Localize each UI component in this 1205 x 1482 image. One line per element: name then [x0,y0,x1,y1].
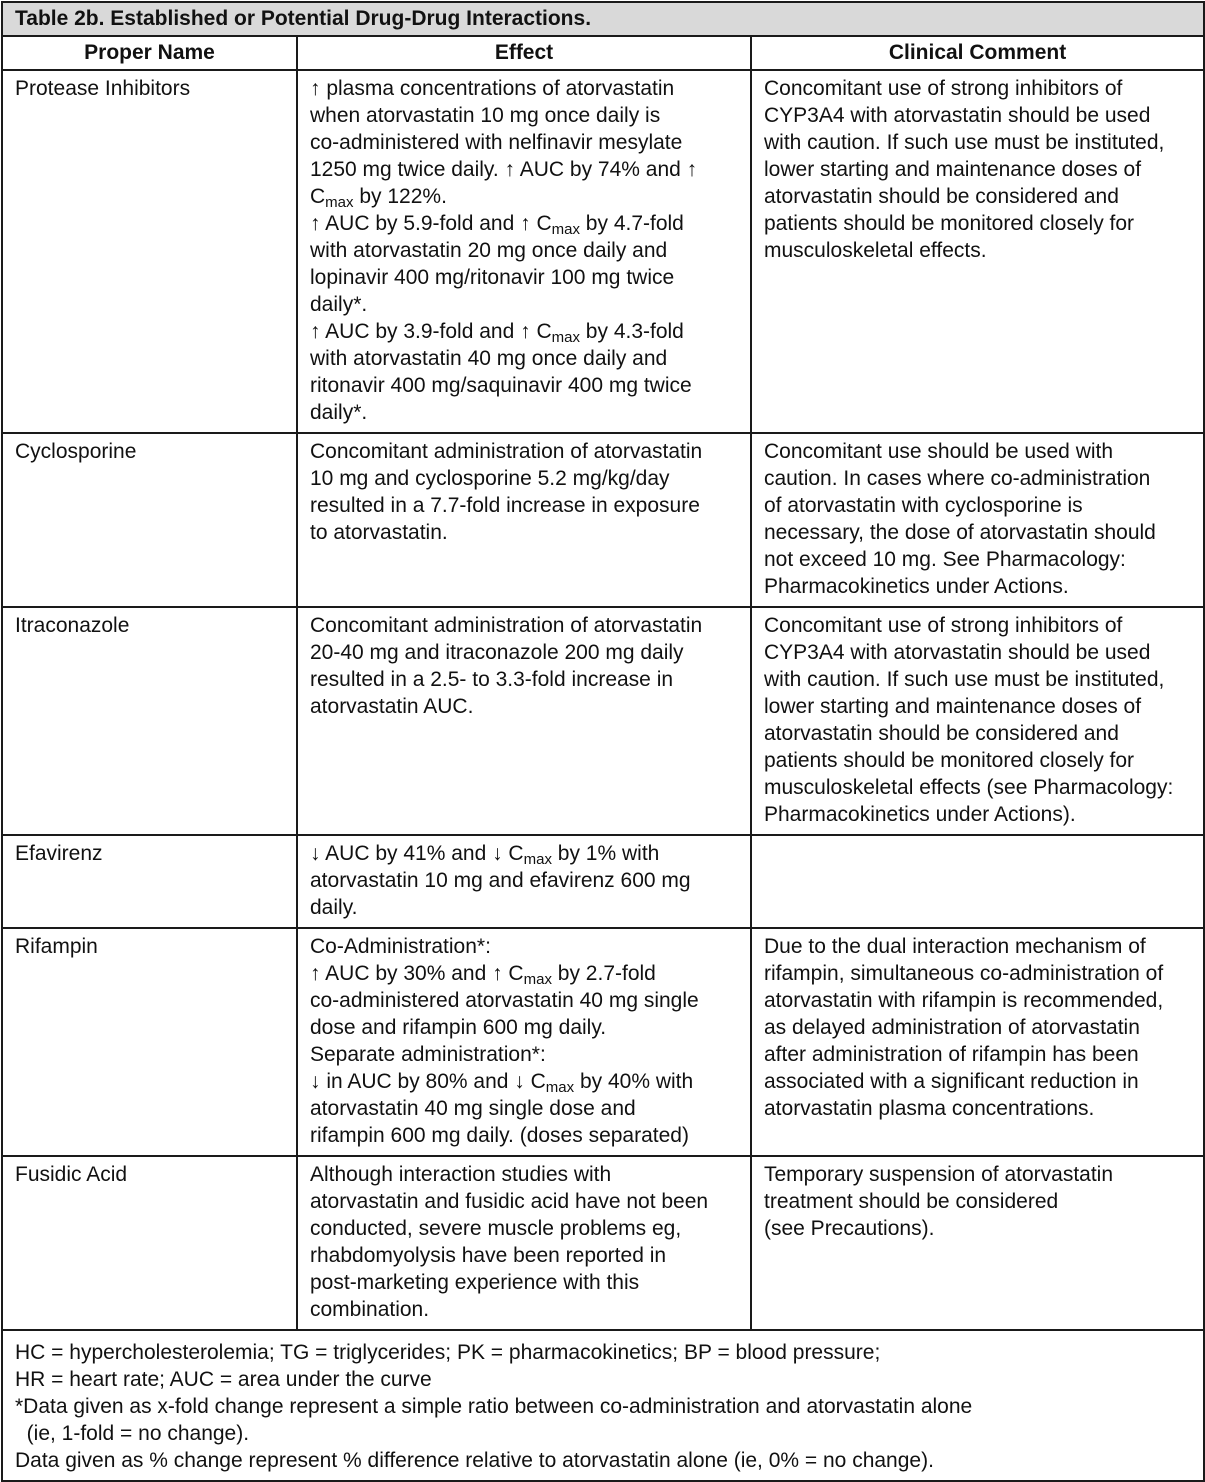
effect-line: daily*. [310,401,368,424]
comment-line: necessary, the dose of atorvastatin should [764,521,1156,544]
effect-line: Separate administration*: [310,1043,546,1066]
effect-cell [297,607,751,835]
effect-line: dose and rifampin 600 mg daily. [310,1016,607,1039]
comment-line: associated with a significant reduction in [764,1070,1139,1093]
proper-name-cell: Protease Inhibitors [2,70,297,433]
effect-line: co-administered atorvastatin 40 mg single [310,989,699,1012]
effect-line: co-administered with nelfinavir mesylate [310,131,683,154]
comment-line: Pharmacokinetics under Actions. [764,575,1069,598]
effect-line: resulted in a 2.5- to 3.3-fold increase in [310,668,674,691]
effect-line: Concomitant administration of atorvastatin [310,440,703,463]
comment-line: Concomitant use should be used with [764,440,1114,463]
comment-line: after administration of rifampin has been [764,1043,1139,1066]
table-row [2,70,1204,433]
effect-line: daily. [310,896,358,919]
effect-line: Concomitant administration of atorvastatin [310,614,703,637]
effect-line: with atorvastatin 40 mg once daily and [310,347,668,370]
table-row [2,433,1204,607]
effect-cell [297,835,751,928]
comment-line: treatment should be considered [764,1190,1059,1213]
proper-name-cell: Cyclosporine [2,433,297,607]
effect-line: ↓ AUC by 41% and ↓ $C_{max}$ by 1% with [310,842,660,868]
table-row [2,835,1204,928]
footnote-row [2,1330,1204,1481]
effect-line: rifampin 600 mg daily. (doses separated) [310,1124,689,1147]
effect-line: resulted in a 7.7-fold increase in exposure [310,494,700,517]
header-clinical-comment: Clinical Comment [751,36,1204,70]
comment-line: patients should be monitored closely for [764,749,1135,772]
effect-line: conducted, severe muscle problems eg, [310,1217,682,1240]
effect-line: 1250 mg twice daily. ↑ AUC by 74% and ↑ [310,158,698,181]
effect-line: Although interaction studies with [310,1163,612,1186]
effect-line: post-marketing experience with this [310,1271,640,1294]
comment-line: Temporary suspension of atorvastatin [764,1163,1114,1186]
comment-line: as delayed administration of atorvastatin [764,1016,1140,1039]
effect-line: ↓ in AUC by 80% and ↓ $C_{max}$ by 40% with [310,1070,694,1096]
clinical-comment-cell [751,433,1204,607]
effect-line: ↑ AUC by 3.9-fold and ↑ $C_{max}$ by 4.3-fold [310,320,684,346]
comment-line: musculoskeletal effects. [764,239,987,262]
footnotes [2,1330,1204,1481]
header-proper-name: Proper Name [2,36,297,70]
comment-line: rifampin, simultaneous co-administration of [764,962,1164,985]
effect-line: atorvastatin 40 mg single dose and [310,1097,636,1120]
proper-name-cell: Efavirenz [2,835,297,928]
header-row [2,36,1204,70]
table-row [2,1156,1204,1330]
effect-line: atorvastatin AUC. [310,695,474,718]
clinical-comment-cell [751,835,1204,928]
clinical-comment-cell [751,607,1204,835]
comment-line: with caution. If such use must be instituted, [764,668,1165,691]
effect-cell [297,928,751,1156]
footnote-line: HC = hypercholesterolemia; TG = triglycerides; PK = pharmacokinetics; BP = blood pressure; [15,1341,881,1364]
comment-line: atorvastatin should be considered and [764,185,1119,208]
effect-line: lopinavir 400 mg/ritonavir 100 mg twice [310,266,675,289]
effect-line: ↑ AUC by 5.9-fold and ↑ $C_{max}$ by 4.7-fold [310,212,684,238]
effect-line: ritonavir 400 mg/saquinavir 400 mg twice [310,374,692,397]
footnote-line: Data given as % change represent % difference relative to atorvastatin alone (ie, 0% = no change). [15,1449,934,1472]
effect-line: combination. [310,1298,430,1321]
effect-line: Co-Administration*: [310,935,491,958]
clinical-comment-cell [751,1156,1204,1330]
header-effect: Effect [297,36,751,70]
effect-line: when atorvastatin 10 mg once daily is [310,104,661,127]
clinical-comment-cell [751,70,1204,433]
effect-line: ↑ plasma concentrations of atorvastatin [310,77,675,100]
comment-line: of atorvastatin with cyclosporine is [764,494,1083,517]
effect-line: 10 mg and cyclosporine 5.2 mg/kg/day [310,467,670,490]
effect-line: $C_{max}$ by 122%. [310,185,447,211]
effect-line: atorvastatin 10 mg and efavirenz 600 mg [310,869,691,892]
comment-line: not exceed 10 mg. See Pharmacology: [764,548,1126,571]
effect-line: ↑ AUC by 30% and ↑ $C_{max}$ by 2.7-fold [310,962,656,988]
proper-name-cell: Fusidic Acid [2,1156,297,1330]
comment-line: (see Precautions). [764,1217,935,1240]
comment-line: Concomitant use of strong inhibitors of [764,77,1123,100]
effect-line: rhabdomyolysis have been reported in [310,1244,667,1267]
effect-cell [297,433,751,607]
comment-line: CYP3A4 with atorvastatin should be used [764,641,1151,664]
comment-line: atorvastatin plasma concentrations. [764,1097,1095,1120]
comment-line: CYP3A4 with atorvastatin should be used [764,104,1151,127]
comment-line: patients should be monitored closely for [764,212,1135,235]
comment-line: Pharmacokinetics under Actions). [764,803,1076,826]
comment-line: musculoskeletal effects (see Pharmacology: [764,776,1174,799]
table-title: Table 2b. Established or Potential Drug-Drug Interactions. [2,2,1204,36]
effect-cell [297,70,751,433]
footnote-line: (ie, 1-fold = no change). [15,1422,250,1445]
comment-line: caution. In cases where co-administration [764,467,1151,490]
effect-line: atorvastatin and fusidic acid have not been [310,1190,709,1213]
effect-line: daily*. [310,293,368,316]
comment-line: Due to the dual interaction mechanism of [764,935,1146,958]
table-row [2,928,1204,1156]
table-body [2,70,1204,1330]
clinical-comment-cell [751,928,1204,1156]
footnote-line: HR = heart rate; AUC = area under the curve [15,1368,432,1391]
comment-line: atorvastatin should be considered and [764,722,1119,745]
footnote-line: *Data given as x-fold change represent a simple ratio between co-administration and atorvastatin alone [15,1395,973,1418]
comment-line: Concomitant use of strong inhibitors of [764,614,1123,637]
proper-name-cell: Rifampin [2,928,297,1156]
effect-line: 20-40 mg and itraconazole 200 mg daily [310,641,684,664]
proper-name-cell: Itraconazole [2,607,297,835]
comment-line: with caution. If such use must be instituted, [764,131,1165,154]
comment-line: lower starting and maintenance doses of [764,158,1142,181]
comment-line: lower starting and maintenance doses of [764,695,1142,718]
effect-line: with atorvastatin 20 mg once daily and [310,239,668,262]
effect-cell [297,1156,751,1330]
comment-line: atorvastatin with rifampin is recommended, [764,989,1164,1012]
effect-line: to atorvastatin. [310,521,448,544]
table-row [2,607,1204,835]
title-row [2,2,1204,36]
drug-interactions-table [1,1,1205,1482]
